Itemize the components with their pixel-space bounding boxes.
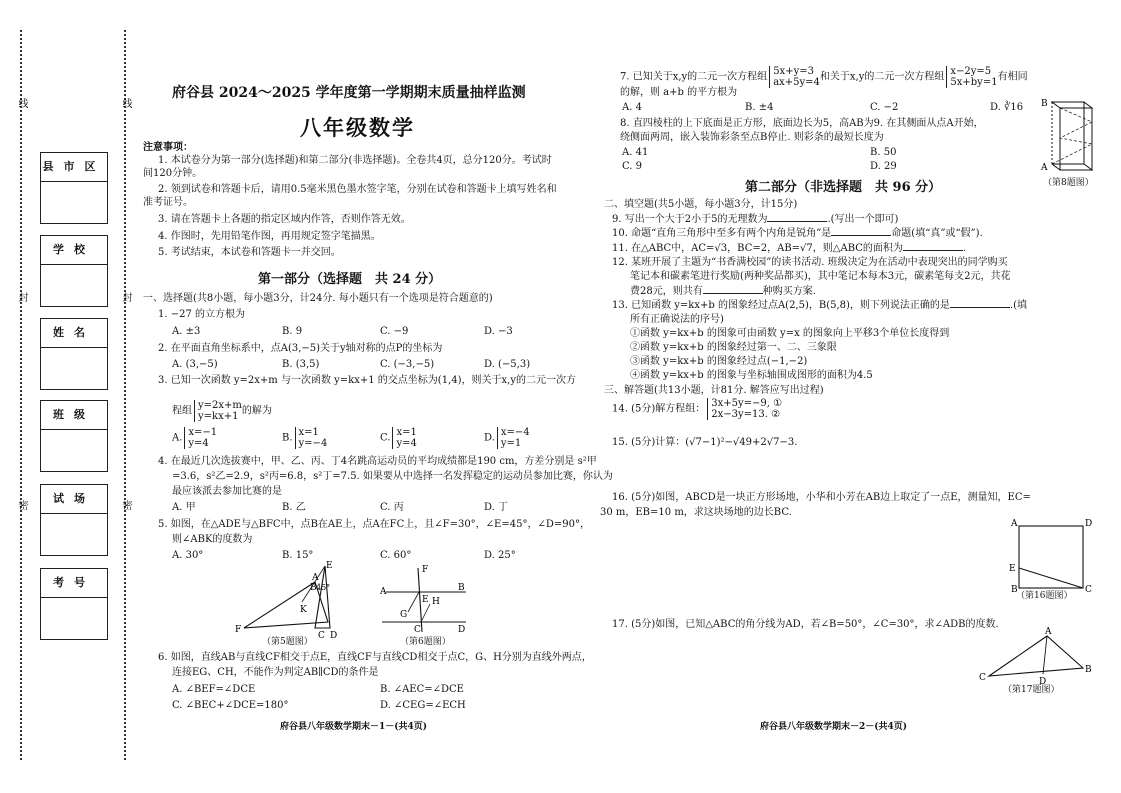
fig17-caption: （第17题图） xyxy=(1003,685,1060,695)
fig6-caption: （第6题图） xyxy=(400,637,451,647)
figure-q8-drawing xyxy=(1038,98,1098,180)
notes-heading: 注意事项： xyxy=(143,142,193,153)
fig5-label: E xyxy=(326,561,333,571)
q1-option-a: A. ±3 xyxy=(172,326,201,337)
part1-title: 第一部分（选择题 共 24 分） xyxy=(258,272,442,287)
footer-page-2: 府谷县八年级数学期末－2－(共4页) xyxy=(760,722,908,732)
q10-blank[interactable] xyxy=(831,226,891,236)
q7-option-a: A. 4 xyxy=(622,102,642,113)
q13-option-4: ④函数 y=kx+b 的图象与坐标轴围成图形的面积为4.5 xyxy=(630,370,873,381)
q4-option-d: D. 丁 xyxy=(484,502,509,513)
note-line: 3. 请在答题卡上各题的指定区域内作答，否则作答无效。 xyxy=(158,214,411,225)
q7-line-1: 7. 已知关于x,y的二元一次方程组 5x+y=3 ax+5y=4和关于x,y的二元一次方程组 x−2y=5 5x+by=1有相同 xyxy=(620,66,1028,88)
q4-line-2: =3.6，s²乙=2.9，s²丙=6.8，s²丁=7.5. 如果要从中选择一名发挥稳定的运动员参加比赛，你认为 xyxy=(172,471,613,482)
q2-option-b: B. (3,5) xyxy=(282,359,320,370)
q3-option-d: D. x=−4 y=1 xyxy=(484,427,530,449)
seal-char: 封 xyxy=(120,292,131,302)
q5-line-1: 5. 如图，在△ADE与△BFC中，点B在AE上，点A在FC上，且∠F=30°，∠E=45°，∠D=90°， xyxy=(158,519,590,530)
fig6-label: D xyxy=(458,625,466,635)
q3-system: y=2x+m y=kx+1 xyxy=(194,400,242,422)
q16-line-1: 16. (5分)如图，ABCD是一块正方形场地，小华和小芳在AB边上取定了一点E，测量知，EC= xyxy=(612,492,1031,503)
seal-char: 线 xyxy=(120,98,131,108)
q3-option-c: C. x=1 y=4 xyxy=(380,427,417,449)
fig16-label: D xyxy=(1085,519,1093,529)
q7-line-2: 的解，则 a+b 的平方根为 xyxy=(620,87,738,98)
fig6-label: A xyxy=(380,587,387,597)
q6-option-b: B. ∠AEC=∠DCE xyxy=(380,684,464,695)
q13-option-3: ③函数 y=kx+b 的图象经过点(−1,−2) xyxy=(630,356,808,367)
fig5-label: B xyxy=(310,583,317,593)
field-class[interactable]: 班级 xyxy=(40,400,108,472)
q2-option-c: C. (−3,−5) xyxy=(380,359,435,370)
q4-line-3: 最应该派去参加比赛的是 xyxy=(172,486,282,497)
q9: 9. 写出一个大于2小于5的无理数为 .(写出一个即可) xyxy=(612,214,899,225)
q8-option-c: C. 9 xyxy=(622,161,643,172)
fig16-caption: （第16题图） xyxy=(1016,591,1073,601)
q8-line-1: 8. 直四棱柱的上下底面是正方形，底面边长为5，高AB为9. 在其侧面从点A开始， xyxy=(620,118,984,129)
note-line: 5. 考试结束，本试卷和答题卡一并交回。 xyxy=(158,247,341,258)
q3-option-a: A. x=−1 y=4 xyxy=(172,427,218,449)
figure-q6-drawing xyxy=(378,562,468,634)
fig16-label: B xyxy=(1011,585,1018,595)
q13-blank[interactable] xyxy=(950,298,1010,308)
seal-char: 线 xyxy=(16,98,27,108)
seal-line-outer xyxy=(20,30,22,760)
q8-option-b: B. 50 xyxy=(870,147,897,158)
figure-q17-drawing xyxy=(975,627,1097,687)
q14: 14. (5分)解方程组： 3x+5y=−9, ① 2x−3y=13. ② xyxy=(612,398,783,420)
q6-option-c: C. ∠BEC+∠DCE=180° xyxy=(172,700,289,711)
fig16-label: C xyxy=(1085,585,1092,595)
fig6-label: C xyxy=(414,625,421,635)
q15: 15. (5分)计算：(√7−1)²−√49+2√7−3. xyxy=(612,437,798,448)
fig8-caption: （第8题图） xyxy=(1043,178,1094,188)
q13-line-1: 13. 已知函数 y=kx+b 的图象经过点A(2,5)，B(5,8)，则下列说法正确的是 .(填 xyxy=(612,300,1028,311)
q17: 17. (5分)如图，已知△ABC的角分线为AD，若∠B=50°，∠C=30°，求∠ADB的度数. xyxy=(612,619,999,630)
q2-option-a: A. (3,−5) xyxy=(172,359,218,370)
q10: 10. 命题“直角三角形中至多有两个内角是锐角”是 命题(填“真”或“假”). xyxy=(612,228,983,239)
q4-option-b: B. 乙 xyxy=(282,502,306,513)
q3-option-b: B. x=1 y=−4 xyxy=(282,427,328,449)
note-line: 准考证号。 xyxy=(143,197,193,208)
fig17-label: B xyxy=(1085,665,1092,675)
q16-line-2: 30 m，EB=10 m，求这块场地的边长BC. xyxy=(600,507,792,518)
fig17-label: C xyxy=(979,673,986,683)
figure-q17 xyxy=(975,627,1097,687)
q1-option-b: B. 9 xyxy=(282,326,303,337)
fig5-label: D xyxy=(330,631,338,641)
q6-line-2: 连接EG、CH，不能作为判定AB∥CD的条件是 xyxy=(172,667,379,678)
q8-option-d: D. 29 xyxy=(870,161,897,172)
fig6-label: F xyxy=(422,565,429,575)
q5-line-2: 则∠ABK的度数为 xyxy=(172,534,253,545)
q13-option-2: ②函数 y=kx+b 的图象经过第一、二、三象限 xyxy=(630,342,837,353)
q12-line-1: 12. 某班开展了主题为“书香满校园”的读书活动. 班级决定为在活动中表现突出的同学购买 xyxy=(612,257,1008,268)
q9-blank[interactable] xyxy=(767,212,827,222)
q7-option-b: B. ±4 xyxy=(745,102,774,113)
note-line: 1. 本试卷分为第一部分(选择题)和第二部分(非选择题)。全卷共4页，总分120分。考试时 xyxy=(158,155,552,166)
section-choice: 一、选择题(共8小题，每小题3分，计24分. 每小题只有一个选项是符合题意的) xyxy=(143,293,493,304)
footer-page-1: 府谷县八年级数学期末－1－(共4页) xyxy=(280,722,428,732)
q1-option-d: D. −3 xyxy=(484,326,513,337)
fig8-label: A xyxy=(1041,163,1048,173)
note-line: 间120分钟。 xyxy=(143,168,203,179)
figure-q6 xyxy=(378,562,468,634)
figure-q8 xyxy=(1038,98,1098,180)
q6-option-a: A. ∠BEF=∠DCE xyxy=(172,684,256,695)
fig5-label: C xyxy=(318,631,325,641)
section-fill: 二、填空题(共5小题，每小题3分，计15分) xyxy=(604,199,798,210)
fig6-label: B xyxy=(458,583,465,593)
field-exam-room[interactable]: 试场 xyxy=(40,484,108,556)
q3-stem-2: 程组 y=2x+m y=kx+1 的解为 xyxy=(172,400,272,422)
fig6-label: E xyxy=(422,595,429,605)
q3-stem: 3. 已知一次函数 y=2x+m 与一次函数 y=kx+1 的交点坐标为(1,4)，则关于x,y的二元一次方 xyxy=(158,375,576,386)
q11: 11. 在△ABC中，AC=√3，BC=2，AB=√7，则△ABC的面积为 . xyxy=(612,243,967,254)
fig17-label: D xyxy=(1039,677,1047,687)
q5-option-a: A. 30° xyxy=(172,550,204,561)
fig5-caption: （第5题图） xyxy=(262,637,313,647)
fig5-label: A xyxy=(312,573,319,583)
fig8-label: B xyxy=(1041,99,1048,109)
q5-option-d: D. 25° xyxy=(484,550,516,561)
field-county[interactable]: 县市区 xyxy=(40,152,108,224)
q13-line-2: 所有正确说法的序号) xyxy=(630,314,724,325)
seal-char: 密 xyxy=(120,500,131,510)
q11-blank[interactable] xyxy=(903,241,963,251)
fig16-label: A xyxy=(1011,519,1018,529)
seal-line-inner xyxy=(124,30,126,760)
q4-option-a: A. 甲 xyxy=(172,502,196,513)
section-solve: 三、解答题(共13小题，计81分. 解答应写出过程) xyxy=(604,385,824,396)
q7-option-c: C. −2 xyxy=(870,102,899,113)
binding-strip xyxy=(0,0,135,793)
seal-char: 封 xyxy=(16,292,27,302)
q4-option-c: C. 丙 xyxy=(380,502,404,513)
q6-option-d: D. ∠CEG=∠ECH xyxy=(380,700,466,711)
q8-line-2: 绕侧面两周，嵌入装饰彩条至点B停止. 则彩条的最短长度为 xyxy=(620,132,884,143)
q2-stem: 2. 在平面直角坐标系中，点A(3,−5)关于y轴对称的点P的坐标为 xyxy=(158,343,443,354)
note-line: 4. 作图时，先用铅笔作图，再用规定签字笔描黑。 xyxy=(158,231,381,242)
q12-blank[interactable] xyxy=(703,284,763,294)
q1-option-c: C. −9 xyxy=(380,326,409,337)
q6-line-1: 6. 如图，直线AB与直线CF相交于点E，直线CF与直线CD相交于点C，G、H分别为直线外两点， xyxy=(158,652,592,663)
fig17-label: A xyxy=(1045,627,1052,637)
figure-q16 xyxy=(1005,516,1095,594)
fig6-label: H xyxy=(432,597,440,607)
q2-option-d: D. (−5,3) xyxy=(484,359,531,370)
q7-option-d: D. ∛16 xyxy=(990,102,1024,113)
note-line: 2. 领到试卷和答题卡后，请用0.5毫米黑色墨水签字笔，分别在试卷和答题卡上填写姓名和 xyxy=(158,184,557,195)
exam-subject: 八年级数学 xyxy=(300,115,415,140)
q4-line-1: 4. 在最近几次选拔赛中，甲、乙、丙、丁4名跳高运动员的平均成绩都是190 cm，方差分别是 s²甲 xyxy=(158,456,597,467)
fig5-label: K xyxy=(300,605,307,615)
q1-stem: 1. −27 的立方根为 xyxy=(158,309,246,320)
q12-line-3: 费28元，则共有 种购买方案. xyxy=(630,286,816,297)
fig5-angle: 45° xyxy=(316,583,331,592)
field-exam-number[interactable]: 考号 xyxy=(40,568,108,640)
fig6-label: G xyxy=(400,610,408,620)
q5-option-b: B. 15° xyxy=(282,550,314,561)
q5-option-c: C. 60° xyxy=(380,550,412,561)
fig5-label: F xyxy=(235,625,242,635)
part2-title: 第二部分（非选择题 共 96 分） xyxy=(745,180,942,195)
field-school[interactable]: 学校 xyxy=(40,235,108,307)
q12-line-2: 笔记本和碳素笔进行奖励(两种奖品都买)，其中笔记本每本3元，碳素笔每支2元，共花 xyxy=(630,271,1011,282)
q8-option-a: A. 41 xyxy=(622,147,649,158)
fig16-label: E xyxy=(1009,564,1016,574)
field-name[interactable]: 姓名 xyxy=(40,318,108,390)
figure-q16-drawing xyxy=(1005,516,1095,594)
q13-option-1: ①函数 y=kx+b 的图象可由函数 y=x 的图象向上平移3个单位长度得到 xyxy=(630,328,950,339)
exam-title: 府谷县 2024～2025 学年度第一学期期末质量抽样监测 xyxy=(172,85,526,101)
seal-char: 密 xyxy=(16,500,27,510)
